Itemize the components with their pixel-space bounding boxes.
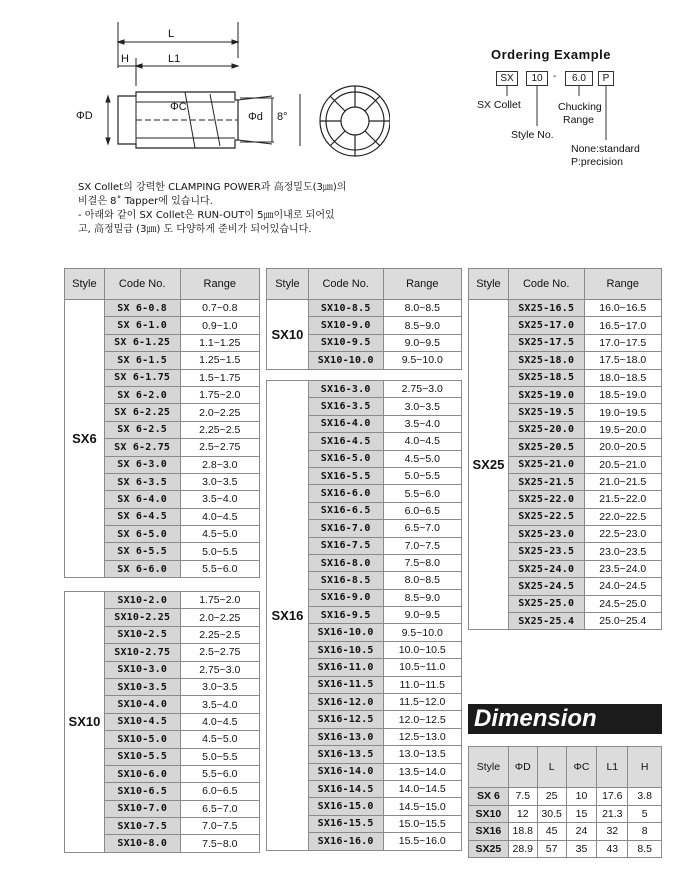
code-cell: SX16-5.0 <box>308 450 383 467</box>
table-dimension <box>468 746 662 858</box>
range-cell: 2.25~2.5 <box>180 626 259 643</box>
range-cell: 3.5~4.0 <box>383 415 461 432</box>
label-H: H <box>121 53 129 65</box>
dim-value-cell: 10 <box>566 788 597 806</box>
range-cell: 4.5~5.0 <box>383 450 461 467</box>
dim-value-cell: 57 <box>537 840 566 858</box>
range-cell: 1.1~1.25 <box>180 334 259 351</box>
code-cell: SX16-7.0 <box>308 520 383 537</box>
range-cell: 2.8~3.0 <box>180 456 259 473</box>
range-cell: 3.5~4.0 <box>180 491 259 508</box>
code-cell: SX16-6.0 <box>308 485 383 502</box>
code-cell: SX16-11.5 <box>308 676 383 693</box>
range-cell: 5.0~5.5 <box>383 467 461 484</box>
range-cell: 6.5~7.0 <box>383 520 461 537</box>
code-cell: SX16-14.0 <box>308 763 383 780</box>
code-cell: SX10-9.5 <box>308 334 383 351</box>
code-cell: SX10-4.0 <box>104 696 180 713</box>
range-cell: 5.5~6.0 <box>180 560 259 577</box>
header-code: Code No. <box>308 269 383 300</box>
range-cell: 22.5~23.0 <box>584 526 661 543</box>
range-cell: 21.0~21.5 <box>584 473 661 490</box>
range-cell: 13.5~14.0 <box>383 763 461 780</box>
ord-box-sx: SX <box>496 71 518 86</box>
intro-line-4: 고, 高정밀급 (3㎛) 도 다양하게 준비가 되어있습니다. <box>78 224 312 235</box>
dim-style-cell: SX25 <box>469 840 509 858</box>
code-cell: SX10-2.75 <box>104 644 180 661</box>
code-cell: SX 6-6.0 <box>104 560 180 577</box>
code-cell: SX10-6.0 <box>104 765 180 782</box>
code-cell: SX25-21.0 <box>508 456 584 473</box>
code-cell: SX 6-5.5 <box>104 543 180 560</box>
style-cell: SX10 <box>267 300 309 370</box>
dimension-row <box>469 788 662 806</box>
dim-value-cell: 45 <box>537 823 566 841</box>
table-row <box>65 300 260 317</box>
range-cell: 12.0~12.5 <box>383 711 461 728</box>
dim-value-cell: 28.9 <box>508 840 537 858</box>
code-cell: SX25-19.5 <box>508 404 584 421</box>
label-phiC: ΦC <box>170 101 187 113</box>
range-cell: 2.75~3.0 <box>180 661 259 678</box>
range-cell: 11.5~12.0 <box>383 694 461 711</box>
code-cell: SX16-5.5 <box>308 467 383 484</box>
intro-line-1: SX Collet의 강력한 CLAMPING POWER과 高정밀도(3㎛)의 <box>78 182 347 193</box>
range-cell: 9.5~10.0 <box>383 624 461 641</box>
label-phiD: ΦD <box>76 110 93 122</box>
header-range: Range <box>383 269 461 300</box>
ord-box-style: 10 <box>526 71 548 86</box>
range-cell: 1.25~1.5 <box>180 352 259 369</box>
range-cell: 8.0~8.5 <box>383 300 461 317</box>
dim-value-cell: 21.3 <box>597 805 628 823</box>
ord-label-chucking-1: Chucking <box>558 101 602 113</box>
code-cell: SX25-19.0 <box>508 386 584 403</box>
range-cell: 2.75~3.0 <box>383 381 461 398</box>
code-cell: SX 6-3.5 <box>104 473 180 490</box>
code-cell: SX10-2.0 <box>104 592 180 609</box>
code-cell: SX25-20.5 <box>508 439 584 456</box>
ord-label-collet: SX Collet <box>477 99 521 111</box>
code-cell: SX10-9.0 <box>308 317 383 334</box>
label-phid: Φd <box>248 111 263 123</box>
dimension-row <box>469 840 662 858</box>
code-cell: SX16-3.0 <box>308 381 383 398</box>
dim-value-cell: 24 <box>566 823 597 841</box>
range-cell: 13.0~13.5 <box>383 746 461 763</box>
code-cell: SX10-7.0 <box>104 800 180 817</box>
dim-value-cell: 18.8 <box>508 823 537 841</box>
range-cell: 7.0~7.5 <box>383 537 461 554</box>
code-cell: SX16-15.5 <box>308 815 383 832</box>
code-cell: SX 6-1.5 <box>104 352 180 369</box>
code-cell: SX 6-1.0 <box>104 317 180 334</box>
dim-value-cell: 7.5 <box>508 788 537 806</box>
code-cell: SX25-21.5 <box>508 473 584 490</box>
ord-label-chucking-2: Range <box>563 114 594 126</box>
ord-box-precision: P <box>598 71 614 86</box>
dim-header-phiC: ΦC <box>566 747 597 788</box>
code-cell: SX16-12.0 <box>308 694 383 711</box>
code-cell: SX16-12.5 <box>308 711 383 728</box>
range-cell: 18.5~19.0 <box>584 386 661 403</box>
range-cell: 6.0~6.5 <box>180 783 259 800</box>
dim-value-cell: 3.8 <box>628 788 662 806</box>
dim-value-cell: 12 <box>508 805 537 823</box>
code-cell: SX10-8.0 <box>104 835 180 852</box>
table-sx25 <box>468 268 662 630</box>
range-cell: 4.5~5.0 <box>180 731 259 748</box>
range-cell: 5.5~6.0 <box>180 765 259 782</box>
code-cell: SX25-17.5 <box>508 334 584 351</box>
code-cell: SX16-11.0 <box>308 659 383 676</box>
header-code: Code No. <box>508 269 584 300</box>
collet-drawing <box>60 18 390 178</box>
range-cell: 24.5~25.0 <box>584 595 661 612</box>
code-cell: SX25-22.0 <box>508 491 584 508</box>
code-cell: SX10-6.5 <box>104 783 180 800</box>
table-row <box>267 381 462 398</box>
range-cell: 4.5~5.0 <box>180 526 259 543</box>
ord-box-range: 6.0 <box>565 71 593 86</box>
range-cell: 14.0~14.5 <box>383 780 461 797</box>
range-cell: 9.0~9.5 <box>383 607 461 624</box>
code-cell: SX 6-5.0 <box>104 526 180 543</box>
style-cell: SX16 <box>267 381 309 851</box>
range-cell: 8.5~9.0 <box>383 317 461 334</box>
range-cell: 18.0~18.5 <box>584 369 661 386</box>
dim-value-cell: 32 <box>597 823 628 841</box>
code-cell: SX16-14.5 <box>308 780 383 797</box>
dim-value-cell: 8 <box>628 823 662 841</box>
range-cell: 8.5~9.0 <box>383 589 461 606</box>
code-cell: SX25-25.4 <box>508 613 584 630</box>
intro-line-3: - 아래와 같이 SX Collet은 RUN-OUT이 5㎛이내로 되어있 <box>78 210 335 221</box>
range-cell: 2.25~2.5 <box>180 421 259 438</box>
range-cell: 9.0~9.5 <box>383 334 461 351</box>
code-cell: SX 6-1.75 <box>104 369 180 386</box>
code-cell: SX16-16.0 <box>308 833 383 850</box>
code-cell: SX16-4.5 <box>308 433 383 450</box>
range-cell: 7.5~8.0 <box>180 835 259 852</box>
code-cell: SX16-6.5 <box>308 502 383 519</box>
range-cell: 0.7~0.8 <box>180 300 259 317</box>
dim-header-style: Style <box>469 747 509 788</box>
range-cell: 24.0~24.5 <box>584 578 661 595</box>
code-cell: SX10-4.5 <box>104 713 180 730</box>
dim-style-cell: SX 6 <box>469 788 509 806</box>
code-cell: SX 6-3.0 <box>104 456 180 473</box>
dim-value-cell: 35 <box>566 840 597 858</box>
code-cell: SX16-10.0 <box>308 624 383 641</box>
code-cell: SX 6-4.5 <box>104 508 180 525</box>
table-row <box>469 300 662 317</box>
code-cell: SX10-8.5 <box>308 300 383 317</box>
range-cell: 11.0~11.5 <box>383 676 461 693</box>
code-cell: SX25-20.0 <box>508 421 584 438</box>
code-cell: SX16-9.5 <box>308 607 383 624</box>
table-row <box>267 300 462 317</box>
code-cell: SX10-7.5 <box>104 818 180 835</box>
header-code: Code No. <box>104 269 180 300</box>
code-cell: SX16-8.0 <box>308 554 383 571</box>
code-cell: SX 6-2.0 <box>104 386 180 403</box>
code-cell: SX25-24.5 <box>508 578 584 595</box>
range-cell: 4.0~4.5 <box>180 508 259 525</box>
range-cell: 7.5~8.0 <box>383 554 461 571</box>
range-cell: 20.5~21.0 <box>584 456 661 473</box>
range-cell: 12.5~13.0 <box>383 728 461 745</box>
table-sx6 <box>64 268 260 578</box>
range-cell: 10.0~10.5 <box>383 641 461 658</box>
range-cell: 6.0~6.5 <box>383 502 461 519</box>
dim-value-cell: 17.6 <box>597 788 628 806</box>
label-angle: 8° <box>277 111 288 123</box>
dim-value-cell: 25 <box>537 788 566 806</box>
code-cell: SX25-22.5 <box>508 508 584 525</box>
range-cell: 2.5~2.75 <box>180 439 259 456</box>
range-cell: 14.5~15.0 <box>383 798 461 815</box>
range-cell: 22.0~22.5 <box>584 508 661 525</box>
code-cell: SX10-5.0 <box>104 731 180 748</box>
range-cell: 4.0~4.5 <box>180 713 259 730</box>
ord-label-none: None:standard <box>571 143 640 155</box>
dimension-header-row <box>469 747 662 788</box>
code-cell: SX10-2.5 <box>104 626 180 643</box>
range-cell: 2.0~2.25 <box>180 609 259 626</box>
range-cell: 2.5~2.75 <box>180 644 259 661</box>
range-cell: 23.5~24.0 <box>584 560 661 577</box>
code-cell: SX16-9.0 <box>308 589 383 606</box>
range-cell: 16.5~17.0 <box>584 317 661 334</box>
ord-label-precision: P:precision <box>571 156 623 168</box>
range-cell: 3.0~3.5 <box>180 473 259 490</box>
range-cell: 25.0~25.4 <box>584 613 661 630</box>
range-cell: 3.5~4.0 <box>180 696 259 713</box>
range-cell: 7.0~7.5 <box>180 818 259 835</box>
dim-header-L: L <box>537 747 566 788</box>
range-cell: 10.5~11.0 <box>383 659 461 676</box>
dim-value-cell: 30.5 <box>537 805 566 823</box>
code-cell: SX10-3.5 <box>104 678 180 695</box>
header-range: Range <box>584 269 661 300</box>
code-cell: SX25-16.5 <box>508 300 584 317</box>
range-cell: 1.75~2.0 <box>180 386 259 403</box>
range-cell: 15.0~15.5 <box>383 815 461 832</box>
code-cell: SX16-4.0 <box>308 415 383 432</box>
ord-sep: - <box>553 71 557 82</box>
dimension-row <box>469 805 662 823</box>
code-cell: SX10-10.0 <box>308 352 383 369</box>
code-cell: SX25-23.5 <box>508 543 584 560</box>
header-style: Style <box>267 269 309 300</box>
range-cell: 17.0~17.5 <box>584 334 661 351</box>
code-cell: SX 6-2.25 <box>104 404 180 421</box>
table-sx16 <box>266 380 462 851</box>
range-cell: 19.5~20.0 <box>584 421 661 438</box>
range-cell: 3.0~3.5 <box>180 678 259 695</box>
code-cell: SX25-24.0 <box>508 560 584 577</box>
dim-header-H: H <box>628 747 662 788</box>
label-L1: L1 <box>168 53 181 65</box>
style-cell: SX25 <box>469 300 509 630</box>
code-cell: SX16-3.5 <box>308 398 383 415</box>
header-range: Range <box>180 269 259 300</box>
table-sx10-lower <box>64 591 260 853</box>
range-cell: 8.0~8.5 <box>383 572 461 589</box>
range-cell: 15.5~16.0 <box>383 833 461 850</box>
range-cell: 2.0~2.25 <box>180 404 259 421</box>
dim-header-L1: L1 <box>597 747 628 788</box>
code-cell: SX16-13.5 <box>308 746 383 763</box>
range-cell: 23.0~23.5 <box>584 543 661 560</box>
dim-value-cell: 43 <box>597 840 628 858</box>
code-cell: SX16-15.0 <box>308 798 383 815</box>
range-cell: 9.5~10.0 <box>383 352 461 369</box>
range-cell: 0.9~1.0 <box>180 317 259 334</box>
code-cell: SX25-25.0 <box>508 595 584 612</box>
code-cell: SX 6-4.0 <box>104 491 180 508</box>
header-style: Style <box>469 269 509 300</box>
table-row <box>65 592 260 609</box>
code-cell: SX16-13.0 <box>308 728 383 745</box>
dim-value-cell: 15 <box>566 805 597 823</box>
range-cell: 5.0~5.5 <box>180 748 259 765</box>
range-cell: 5.0~5.5 <box>180 543 259 560</box>
ordering-title: Ordering Example <box>491 47 611 62</box>
code-cell: SX16-8.5 <box>308 572 383 589</box>
intro-line-2: 비결은 8˚ Tapper에 있습니다. <box>78 196 213 207</box>
code-cell: SX 6-1.25 <box>104 334 180 351</box>
range-cell: 21.5~22.0 <box>584 491 661 508</box>
code-cell: SX 6-2.5 <box>104 421 180 438</box>
style-cell: SX10 <box>65 592 105 853</box>
table-sx10-upper <box>266 268 462 370</box>
dim-value-cell: 8.5 <box>628 840 662 858</box>
range-cell: 19.0~19.5 <box>584 404 661 421</box>
style-cell: SX6 <box>65 300 105 578</box>
range-cell: 3.0~3.5 <box>383 398 461 415</box>
code-cell: SX16-10.5 <box>308 641 383 658</box>
code-cell: SX25-18.0 <box>508 352 584 369</box>
code-cell: SX16-7.5 <box>308 537 383 554</box>
dim-style-cell: SX16 <box>469 823 509 841</box>
code-cell: SX10-3.0 <box>104 661 180 678</box>
range-cell: 16.0~16.5 <box>584 300 661 317</box>
range-cell: 20.0~20.5 <box>584 439 661 456</box>
code-cell: SX 6-0.8 <box>104 300 180 317</box>
range-cell: 6.5~7.0 <box>180 800 259 817</box>
range-cell: 4.0~4.5 <box>383 433 461 450</box>
code-cell: SX25-18.5 <box>508 369 584 386</box>
code-cell: SX25-23.0 <box>508 526 584 543</box>
dimension-row <box>469 823 662 841</box>
header-style: Style <box>65 269 105 300</box>
range-cell: 5.5~6.0 <box>383 485 461 502</box>
code-cell: SX 6-2.75 <box>104 439 180 456</box>
range-cell: 1.5~1.75 <box>180 369 259 386</box>
range-cell: 17.5~18.0 <box>584 352 661 369</box>
code-cell: SX10-5.5 <box>104 748 180 765</box>
dim-style-cell: SX10 <box>469 805 509 823</box>
intro-text <box>78 181 346 237</box>
code-cell: SX10-2.25 <box>104 609 180 626</box>
dim-value-cell: 5 <box>628 805 662 823</box>
range-cell: 1.75~2.0 <box>180 592 259 609</box>
label-L: L <box>168 28 175 40</box>
dim-header-phiD: ΦD <box>508 747 537 788</box>
code-cell: SX25-17.0 <box>508 317 584 334</box>
dimension-title: Dimension <box>468 704 662 734</box>
ord-label-style: Style No. <box>511 129 554 141</box>
